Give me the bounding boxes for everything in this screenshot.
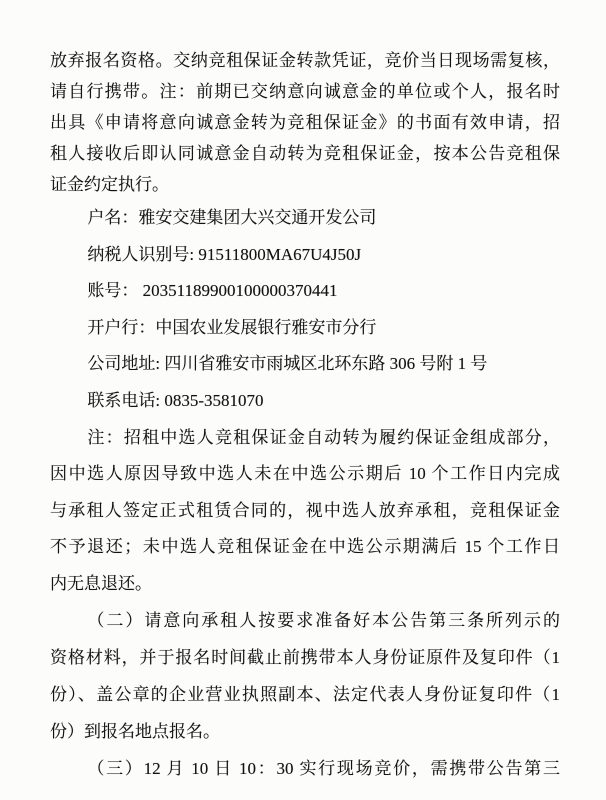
note-line: 注：招租中选人竞租保证金自动转为履约保证金组成部分， [87,427,560,447]
text-line: 出具《申请将意向诚意金转为竞租保证金》的书面有效申请，招 [50,113,560,132]
text-line: 放弃报名资格。交纳竞租保证金转款凭证，竞价当日现场需复核， [50,51,560,70]
paragraph-deposit-payment [50,45,560,200]
text-line: （二）请意向承租人按要求准备好本公告第三条所列示的 [87,611,560,631]
paragraph-item-two [50,602,560,750]
account-number-line: 账号： 20351189900100000370441 [87,281,338,301]
paragraph-item-three [50,750,560,788]
bank-branch-line: 开户行：中国农业发展银行雅安市分行 [87,317,377,337]
text-line: 因中选人原因导致中选人未在中选公示期后 10 个工作日内完成 [50,464,560,484]
text-line: 证金约定执行。 [50,175,169,194]
text-line: 请自行携带。注：前期已交纳意向诚意金的单位或个人，报名时 [50,82,560,101]
account-name-line: 户名：雅安交建集团大兴交通开发公司 [87,208,377,227]
text-line: 份）、盖公章的企业营业执照副本、法定代表人身份证复印件（1 [50,685,560,705]
text-line: 内无息退还。 [50,573,152,593]
company-address-line: 公司地址: 四川省雅安市雨城区北环东路 306 号附 1 号 [87,354,488,374]
text-line: 资格材料，并于报名时间截止前携带本人身份证原件及复印件（1 [50,648,560,668]
bank-account-details [50,200,560,456]
text-line: 与承租人签定正式租赁合同的，视中选人放弃承租，竞租保证金 [50,500,560,520]
paragraph-refund-terms [50,456,560,602]
text-line: 不予退还；未中选人竞租保证金在中选公示期满后 15 个工作日 [50,537,560,557]
text-line: 租人接收后即认同诚意金自动转为竞租保证金，按本公告竞租保 [50,144,560,163]
text-line: （三）12 月 10 日 10：30 实行现场竞价，需携带公告第三 [87,759,560,779]
taxpayer-id-line: 纳税人识别号: 91511800MA67U4J50J [87,244,362,264]
contact-phone-line: 联系电话: 0835-3581070 [87,390,264,410]
text-line: 份）到报名地点报名。 [50,722,220,742]
